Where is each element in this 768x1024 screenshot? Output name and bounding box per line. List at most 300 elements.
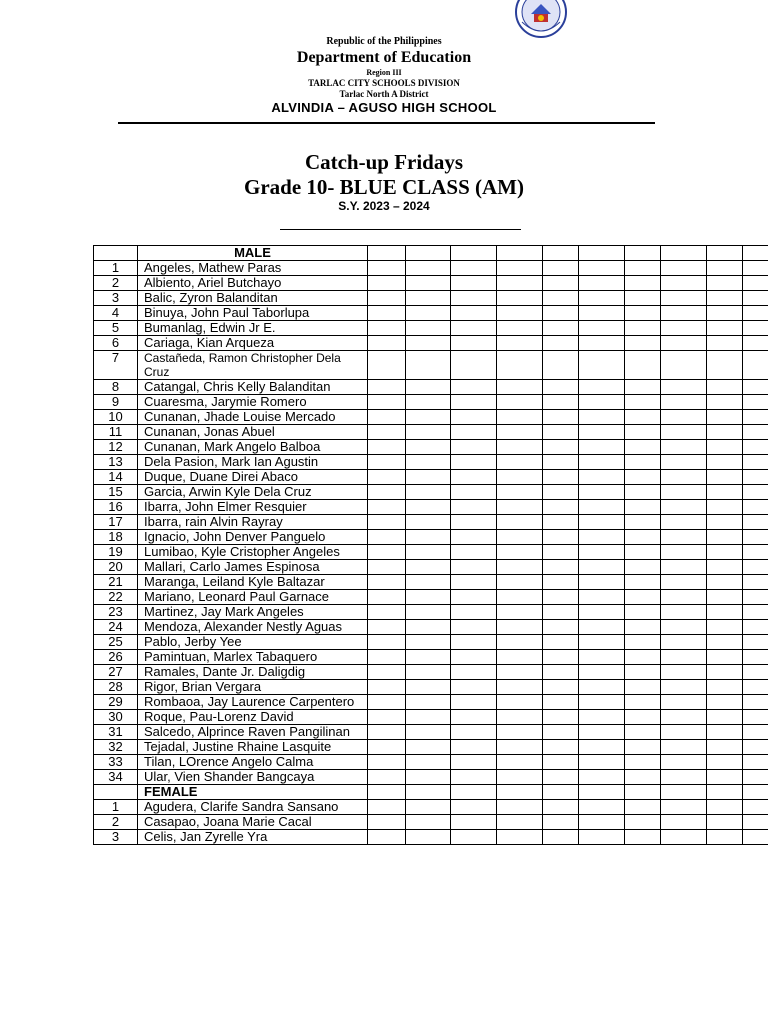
attendance-cell bbox=[707, 440, 743, 455]
table-row bbox=[94, 276, 768, 291]
attendance-cell bbox=[743, 261, 768, 276]
attendance-cell bbox=[543, 395, 579, 410]
attendance-cell bbox=[406, 291, 451, 306]
attendance-cell bbox=[406, 590, 451, 605]
attendance-cell bbox=[543, 530, 579, 545]
attendance-cell bbox=[743, 500, 768, 515]
attendance-cell bbox=[497, 246, 543, 261]
attendance-cell bbox=[406, 246, 451, 261]
attendance-cell bbox=[579, 380, 625, 395]
attendance-cell bbox=[406, 276, 451, 291]
attendance-cell bbox=[661, 605, 707, 620]
attendance-cell bbox=[743, 620, 768, 635]
attendance-cell bbox=[406, 336, 451, 351]
row-number: 15 bbox=[94, 485, 138, 500]
row-number: 6 bbox=[94, 336, 138, 351]
attendance-cell bbox=[406, 725, 451, 740]
attendance-cell bbox=[368, 425, 406, 440]
attendance-cell bbox=[497, 560, 543, 575]
school-name: ALVINDIA – AGUSO HIGH SCHOOL bbox=[271, 100, 497, 115]
attendance-cell bbox=[579, 650, 625, 665]
student-name: Pablo, Jerby Yee bbox=[138, 635, 368, 650]
attendance-cell bbox=[579, 560, 625, 575]
student-name: Dela Pasion, Mark Ian Agustin bbox=[138, 455, 368, 470]
attendance-cell bbox=[497, 755, 543, 770]
attendance-cell bbox=[543, 246, 579, 261]
attendance-cell bbox=[497, 830, 543, 845]
attendance-cell bbox=[707, 336, 743, 351]
table-row bbox=[94, 740, 768, 755]
table-row bbox=[94, 680, 768, 695]
row-number: 21 bbox=[94, 575, 138, 590]
attendance-cell bbox=[368, 545, 406, 560]
attendance-cell bbox=[579, 635, 625, 650]
attendance-cell bbox=[625, 560, 661, 575]
attendance-cell bbox=[543, 261, 579, 276]
attendance-cell bbox=[497, 306, 543, 321]
attendance-cell bbox=[707, 321, 743, 336]
attendance-cell bbox=[497, 455, 543, 470]
row-number: 1 bbox=[94, 261, 138, 276]
student-name: Duque, Duane Direi Abaco bbox=[138, 470, 368, 485]
attendance-cell bbox=[579, 410, 625, 425]
attendance-cell bbox=[543, 455, 579, 470]
attendance-cell bbox=[406, 740, 451, 755]
attendance-cell bbox=[579, 545, 625, 560]
attendance-cell bbox=[743, 321, 768, 336]
student-name: Binuya, John Paul Taborlupa bbox=[138, 306, 368, 321]
attendance-cell bbox=[579, 590, 625, 605]
student-name: Tejadal, Justine Rhaine Lasquite bbox=[138, 740, 368, 755]
attendance-cell bbox=[625, 725, 661, 740]
school-year: S.Y. 2023 – 2024 bbox=[338, 199, 430, 213]
student-name: Martinez, Jay Mark Angeles bbox=[138, 605, 368, 620]
attendance-cell bbox=[406, 455, 451, 470]
attendance-cell bbox=[368, 785, 406, 800]
attendance-cell bbox=[543, 545, 579, 560]
attendance-cell bbox=[707, 785, 743, 800]
attendance-cell bbox=[368, 680, 406, 695]
attendance-cell bbox=[543, 800, 579, 815]
attendance-cell bbox=[743, 485, 768, 500]
attendance-cell bbox=[707, 380, 743, 395]
attendance-cell bbox=[543, 500, 579, 515]
attendance-cell bbox=[451, 785, 497, 800]
row-number: 24 bbox=[94, 620, 138, 635]
attendance-cell bbox=[661, 710, 707, 725]
attendance-cell bbox=[707, 725, 743, 740]
row-number: 31 bbox=[94, 725, 138, 740]
table-row bbox=[94, 545, 768, 560]
attendance-cell bbox=[625, 635, 661, 650]
attendance-cell bbox=[707, 710, 743, 725]
attendance-cell bbox=[743, 770, 768, 785]
male-section-row bbox=[94, 246, 768, 261]
table-row bbox=[94, 710, 768, 725]
attendance-cell bbox=[579, 605, 625, 620]
attendance-cell bbox=[661, 650, 707, 665]
attendance-cell bbox=[625, 306, 661, 321]
attendance-cell bbox=[707, 605, 743, 620]
attendance-cell bbox=[406, 815, 451, 830]
attendance-cell bbox=[707, 530, 743, 545]
row-number: 18 bbox=[94, 530, 138, 545]
attendance-cell bbox=[543, 710, 579, 725]
row-number: 19 bbox=[94, 545, 138, 560]
attendance-cell bbox=[406, 380, 451, 395]
attendance-cell bbox=[743, 785, 768, 800]
attendance-cell bbox=[406, 755, 451, 770]
attendance-cell bbox=[543, 380, 579, 395]
attendance-cell bbox=[451, 815, 497, 830]
attendance-cell bbox=[625, 815, 661, 830]
attendance-cell bbox=[625, 695, 661, 710]
attendance-cell bbox=[497, 725, 543, 740]
attendance-cell bbox=[707, 665, 743, 680]
attendance-cell bbox=[707, 680, 743, 695]
attendance-cell bbox=[543, 755, 579, 770]
student-name: Angeles, Mathew Paras bbox=[138, 261, 368, 276]
attendance-cell bbox=[625, 710, 661, 725]
attendance-cell bbox=[707, 351, 743, 380]
attendance-cell bbox=[579, 530, 625, 545]
attendance-cell bbox=[406, 351, 451, 380]
table-row bbox=[94, 800, 768, 815]
attendance-cell bbox=[743, 455, 768, 470]
attendance-cell bbox=[497, 635, 543, 650]
student-name: Pamintuan, Marlex Tabaquero bbox=[138, 650, 368, 665]
attendance-cell bbox=[625, 321, 661, 336]
attendance-cell bbox=[451, 351, 497, 380]
attendance-cell bbox=[543, 770, 579, 785]
attendance-cell bbox=[543, 306, 579, 321]
row-number: 2 bbox=[94, 276, 138, 291]
attendance-cell bbox=[543, 785, 579, 800]
attendance-cell bbox=[625, 575, 661, 590]
attendance-cell bbox=[743, 635, 768, 650]
attendance-cell bbox=[743, 530, 768, 545]
attendance-cell bbox=[743, 830, 768, 845]
attendance-cell bbox=[497, 695, 543, 710]
attendance-cell bbox=[543, 725, 579, 740]
section-label: MALE bbox=[138, 246, 368, 261]
attendance-cell bbox=[451, 725, 497, 740]
attendance-cell bbox=[406, 515, 451, 530]
attendance-cell bbox=[368, 321, 406, 336]
attendance-cell bbox=[451, 830, 497, 845]
attendance-cell bbox=[368, 261, 406, 276]
row-number: 2 bbox=[94, 815, 138, 830]
attendance-cell bbox=[497, 680, 543, 695]
student-name: Maranga, Leiland Kyle Baltazar bbox=[138, 575, 368, 590]
attendance-cell bbox=[451, 605, 497, 620]
table-row bbox=[94, 635, 768, 650]
row-number: 5 bbox=[94, 321, 138, 336]
attendance-cell bbox=[543, 336, 579, 351]
attendance-cell bbox=[707, 455, 743, 470]
attendance-cell bbox=[368, 246, 406, 261]
attendance-cell bbox=[368, 665, 406, 680]
attendance-cell bbox=[497, 665, 543, 680]
attendance-cell bbox=[743, 815, 768, 830]
attendance-cell bbox=[497, 785, 543, 800]
student-name: Lumibao, Kyle Cristopher Angeles bbox=[138, 545, 368, 560]
table-row bbox=[94, 575, 768, 590]
attendance-cell bbox=[451, 261, 497, 276]
attendance-cell bbox=[579, 785, 625, 800]
attendance-cell bbox=[579, 725, 625, 740]
attendance-cell bbox=[661, 336, 707, 351]
female-section-row bbox=[94, 785, 768, 800]
attendance-cell bbox=[579, 710, 625, 725]
attendance-cell bbox=[625, 380, 661, 395]
attendance-cell bbox=[451, 800, 497, 815]
attendance-cell bbox=[451, 291, 497, 306]
table-row bbox=[94, 590, 768, 605]
attendance-cell bbox=[743, 440, 768, 455]
attendance-cell bbox=[661, 351, 707, 380]
attendance-cell bbox=[543, 680, 579, 695]
row-number: 8 bbox=[94, 380, 138, 395]
attendance-cell bbox=[497, 500, 543, 515]
attendance-cell bbox=[543, 560, 579, 575]
attendance-cell bbox=[579, 351, 625, 380]
student-name: Roque, Pau-Lorenz David bbox=[138, 710, 368, 725]
attendance-cell bbox=[451, 380, 497, 395]
attendance-cell bbox=[543, 830, 579, 845]
table-row bbox=[94, 410, 768, 425]
attendance-cell bbox=[368, 800, 406, 815]
attendance-cell bbox=[368, 710, 406, 725]
attendance-cell bbox=[451, 306, 497, 321]
attendance-cell bbox=[579, 276, 625, 291]
attendance-cell bbox=[625, 665, 661, 680]
attendance-cell bbox=[661, 620, 707, 635]
attendance-cell bbox=[406, 770, 451, 785]
attendance-cell bbox=[406, 261, 451, 276]
attendance-cell bbox=[661, 545, 707, 560]
attendance-cell bbox=[625, 470, 661, 485]
student-name: Celis, Jan Zyrelle Yra bbox=[138, 830, 368, 845]
student-name: Salcedo, Alprince Raven Pangilinan bbox=[138, 725, 368, 740]
division-line: TARLAC CITY SCHOOLS DIVISION bbox=[308, 78, 460, 88]
attendance-cell bbox=[543, 695, 579, 710]
table-row bbox=[94, 560, 768, 575]
row-number: 32 bbox=[94, 740, 138, 755]
attendance-cell bbox=[707, 815, 743, 830]
attendance-cell bbox=[497, 545, 543, 560]
attendance-cell bbox=[543, 410, 579, 425]
attendance-cell bbox=[543, 620, 579, 635]
attendance-cell bbox=[451, 635, 497, 650]
attendance-cell bbox=[497, 620, 543, 635]
attendance-cell bbox=[543, 650, 579, 665]
attendance-cell bbox=[451, 500, 497, 515]
student-name: Ular, Vien Shander Bangcaya bbox=[138, 770, 368, 785]
attendance-cell bbox=[451, 560, 497, 575]
row-number: 29 bbox=[94, 695, 138, 710]
attendance-cell bbox=[497, 336, 543, 351]
row-number: 4 bbox=[94, 306, 138, 321]
attendance-cell bbox=[368, 395, 406, 410]
table-row bbox=[94, 470, 768, 485]
attendance-cell bbox=[743, 605, 768, 620]
deped-seal-icon bbox=[514, 0, 568, 38]
student-name: Cunanan, Jonas Abuel bbox=[138, 425, 368, 440]
table-row bbox=[94, 515, 768, 530]
attendance-cell bbox=[406, 545, 451, 560]
table-row bbox=[94, 830, 768, 845]
attendance-cell bbox=[743, 590, 768, 605]
attendance-cell bbox=[743, 395, 768, 410]
attendance-cell bbox=[451, 620, 497, 635]
attendance-cell bbox=[368, 620, 406, 635]
attendance-cell bbox=[543, 665, 579, 680]
attendance-cell bbox=[625, 605, 661, 620]
row-number: 25 bbox=[94, 635, 138, 650]
attendance-cell bbox=[368, 351, 406, 380]
attendance-cell bbox=[625, 515, 661, 530]
attendance-cell bbox=[497, 291, 543, 306]
attendance-cell bbox=[406, 695, 451, 710]
attendance-cell bbox=[368, 725, 406, 740]
attendance-cell bbox=[579, 575, 625, 590]
attendance-cell bbox=[743, 410, 768, 425]
attendance-cell bbox=[743, 740, 768, 755]
attendance-cell bbox=[543, 440, 579, 455]
region-line: Region III bbox=[366, 68, 402, 77]
attendance-cell bbox=[625, 440, 661, 455]
attendance-cell bbox=[625, 261, 661, 276]
attendance-cell bbox=[625, 680, 661, 695]
attendance-cell bbox=[743, 246, 768, 261]
attendance-cell bbox=[497, 380, 543, 395]
student-name: Balic, Zyron Balanditan bbox=[138, 291, 368, 306]
row-number: 12 bbox=[94, 440, 138, 455]
attendance-cell bbox=[543, 740, 579, 755]
attendance-cell bbox=[661, 680, 707, 695]
student-name: Casapao, Joana Marie Cacal bbox=[138, 815, 368, 830]
attendance-cell bbox=[579, 395, 625, 410]
table-row bbox=[94, 321, 768, 336]
attendance-cell bbox=[497, 485, 543, 500]
attendance-cell bbox=[661, 485, 707, 500]
attendance-cell bbox=[743, 336, 768, 351]
attendance-cell bbox=[497, 710, 543, 725]
department-name: Department of Education bbox=[296, 49, 472, 66]
attendance-cell bbox=[579, 755, 625, 770]
student-name: Cunanan, Jhade Louise Mercado bbox=[138, 410, 368, 425]
attendance-cell bbox=[707, 425, 743, 440]
attendance-cell bbox=[625, 755, 661, 770]
attendance-cell bbox=[661, 770, 707, 785]
attendance-cell bbox=[406, 410, 451, 425]
attendance-cell bbox=[743, 351, 768, 380]
attendance-cell bbox=[661, 755, 707, 770]
attendance-cell bbox=[625, 351, 661, 380]
attendance-cell bbox=[497, 800, 543, 815]
attendance-cell bbox=[661, 635, 707, 650]
attendance-cell bbox=[368, 755, 406, 770]
attendance-cell bbox=[368, 455, 406, 470]
table-row bbox=[94, 725, 768, 740]
attendance-cell bbox=[661, 515, 707, 530]
student-name: Ignacio, John Denver Panguelo bbox=[138, 530, 368, 545]
attendance-cell bbox=[497, 650, 543, 665]
attendance-cell bbox=[451, 770, 497, 785]
attendance-cell bbox=[707, 770, 743, 785]
student-name: Catangal, Chris Kelly Balanditan bbox=[138, 380, 368, 395]
attendance-cell bbox=[497, 425, 543, 440]
attendance-cell bbox=[368, 650, 406, 665]
attendance-cell bbox=[406, 306, 451, 321]
attendance-cell bbox=[743, 425, 768, 440]
student-name: Rigor, Brian Vergara bbox=[138, 680, 368, 695]
attendance-cell bbox=[406, 425, 451, 440]
attendance-cell bbox=[625, 545, 661, 560]
attendance-cell bbox=[497, 770, 543, 785]
attendance-cell bbox=[368, 276, 406, 291]
attendance-cell bbox=[661, 800, 707, 815]
attendance-cell bbox=[661, 560, 707, 575]
attendance-cell bbox=[406, 650, 451, 665]
attendance-cell bbox=[368, 770, 406, 785]
table-row bbox=[94, 351, 768, 380]
attendance-cell bbox=[625, 336, 661, 351]
attendance-cell bbox=[451, 246, 497, 261]
student-name: Agudera, Clarife Sandra Sansano bbox=[138, 800, 368, 815]
table-row bbox=[94, 425, 768, 440]
attendance-cell bbox=[497, 351, 543, 380]
attendance-cell bbox=[661, 455, 707, 470]
attendance-cell bbox=[451, 590, 497, 605]
attendance-cell bbox=[743, 515, 768, 530]
attendance-cell bbox=[661, 321, 707, 336]
attendance-cell bbox=[543, 291, 579, 306]
row-number: 28 bbox=[94, 680, 138, 695]
attendance-cell bbox=[451, 425, 497, 440]
attendance-cell bbox=[661, 530, 707, 545]
attendance-cell bbox=[406, 785, 451, 800]
attendance-cell bbox=[497, 410, 543, 425]
attendance-cell bbox=[451, 470, 497, 485]
attendance-cell bbox=[543, 815, 579, 830]
attendance-cell bbox=[579, 665, 625, 680]
attendance-cell bbox=[451, 680, 497, 695]
table-row bbox=[94, 695, 768, 710]
row-number-cell bbox=[94, 785, 138, 800]
row-number: 3 bbox=[94, 291, 138, 306]
row-number: 16 bbox=[94, 500, 138, 515]
attendance-cell bbox=[707, 291, 743, 306]
attendance-cell bbox=[451, 665, 497, 680]
attendance-cell bbox=[406, 620, 451, 635]
attendance-cell bbox=[579, 500, 625, 515]
attendance-cell bbox=[661, 575, 707, 590]
document-title: Catch-up Fridays bbox=[304, 150, 464, 174]
attendance-cell bbox=[579, 455, 625, 470]
attendance-cell bbox=[625, 425, 661, 440]
attendance-cell bbox=[497, 276, 543, 291]
attendance-cell bbox=[625, 410, 661, 425]
attendance-cell bbox=[743, 800, 768, 815]
attendance-cell bbox=[579, 261, 625, 276]
attendance-cell bbox=[625, 455, 661, 470]
row-number: 10 bbox=[94, 410, 138, 425]
attendance-cell bbox=[406, 605, 451, 620]
attendance-cell bbox=[368, 560, 406, 575]
attendance-cell bbox=[743, 560, 768, 575]
